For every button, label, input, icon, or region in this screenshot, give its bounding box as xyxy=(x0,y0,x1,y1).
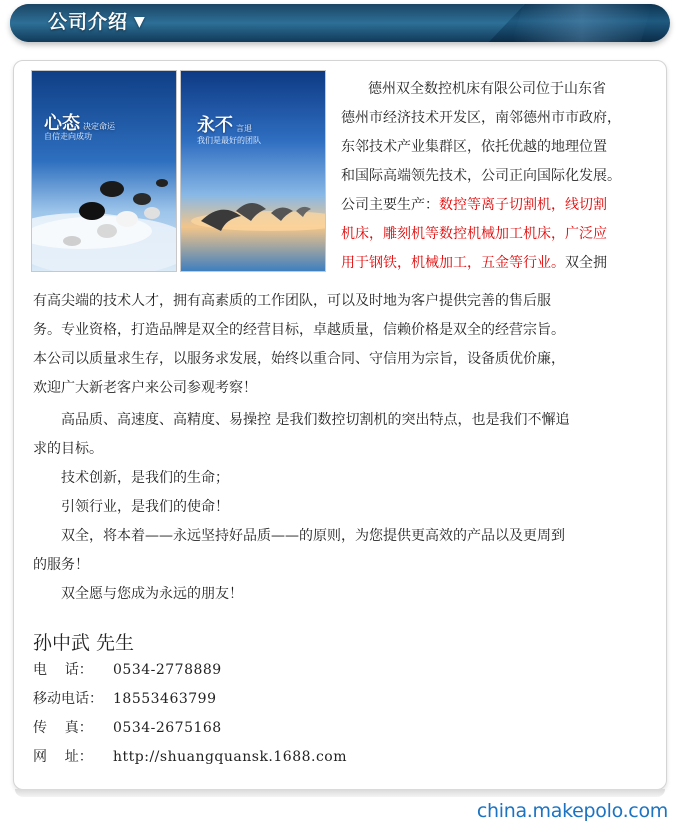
intro-line: 德州双全数控机床有限公司位于山东省 xyxy=(368,81,606,97)
principle-line: 双全，将本着——永远坚持好品质——的原则，为您提供更高效的产品以及更周到 xyxy=(61,528,565,544)
intro-line: 德州市经济技术开发区，南邻德州市市政府， xyxy=(341,110,621,126)
image-headline-small: 决定命运 xyxy=(83,122,115,131)
intro-line: 和国际高端领先技术，公司正向国际化发展。 xyxy=(341,168,621,184)
products-prefix: 公司主要生产： xyxy=(341,197,439,213)
mobile-value[interactable]: 18553463799 xyxy=(113,691,217,707)
promo-image-team xyxy=(180,70,326,272)
contact-phone-row xyxy=(33,660,222,680)
phone-label: 电 话： xyxy=(33,662,93,678)
panel-shadow xyxy=(15,789,665,797)
contact-mobile-row xyxy=(33,689,216,709)
principle-line: 的服务！ xyxy=(33,557,89,573)
contact-fax-row xyxy=(33,718,222,738)
section-title-label: 公司介绍 xyxy=(48,11,129,33)
fax-value: 0534-2675168 xyxy=(113,720,222,736)
image-headline: 永不 xyxy=(197,115,233,136)
products-highlight: 数控等离子切割机，线切割 xyxy=(439,197,607,213)
chevron-down-icon: ▼ xyxy=(134,14,146,30)
motto-line: 引领行业，是我们的使命！ xyxy=(61,499,229,515)
body-line: 有高尖端的技术人才，拥有高素质的工作团队，可以及时地为客户提供完善的售后服 xyxy=(33,293,551,309)
products-line xyxy=(341,253,607,273)
body-line: 欢迎广大新老客户来公司参观考察！ xyxy=(33,380,257,396)
features-line: 高品质、高速度、高精度、易操控 是我们数控切割机的突出特点，也是我们不懈追 xyxy=(61,412,570,428)
products-highlight: 机床，雕刻机等数控机械加工机床，广泛应 xyxy=(341,226,607,242)
intro-line: 东邻技术产业集群区，依托优越的地理位置 xyxy=(341,139,607,155)
section-title[interactable] xyxy=(48,8,146,36)
features-line: 求的目标。 xyxy=(33,441,103,457)
motto-line: 技术创新，是我们的生命； xyxy=(61,470,229,486)
image-headline: 心态 xyxy=(44,113,80,134)
web-label: 网 址： xyxy=(33,749,93,765)
products-highlight: 用于钢铁，机械加工，五金等行业。 xyxy=(341,255,565,271)
site-watermark: china.makepolo.com xyxy=(476,800,668,822)
body-line: 本公司以质量求生存，以服务求发展，始终以重合同、守信用为宗旨，设备质优价廉， xyxy=(33,351,565,367)
fax-label: 传 真： xyxy=(33,720,93,736)
mobile-label: 移动电话： xyxy=(33,691,103,707)
image-headline-small: 言退 xyxy=(236,124,252,133)
geese-illustration xyxy=(181,71,325,271)
contact-web-row xyxy=(33,747,347,767)
promo-image-mindset xyxy=(31,70,177,272)
products-suffix: 双全拥 xyxy=(565,255,607,271)
image-subline: 我们是最好的团队 xyxy=(197,136,261,145)
header-shine xyxy=(512,4,652,42)
closing-line: 双全愿与您成为永远的朋友！ xyxy=(61,586,243,602)
body-line: 务。专业资格，打造品牌是双全的经营目标，卓越质量，信赖价格是双全的经营宗旨。 xyxy=(33,322,565,338)
stones-illustration xyxy=(32,71,176,271)
phone-value[interactable]: 0534-2778889 xyxy=(113,662,222,678)
products-line xyxy=(341,195,607,215)
image-subline: 自信走向成功 xyxy=(44,132,92,141)
contact-name: 孙中武 先生 xyxy=(33,632,135,654)
website-link[interactable]: http://shuangquansk.1688.com xyxy=(113,749,348,765)
